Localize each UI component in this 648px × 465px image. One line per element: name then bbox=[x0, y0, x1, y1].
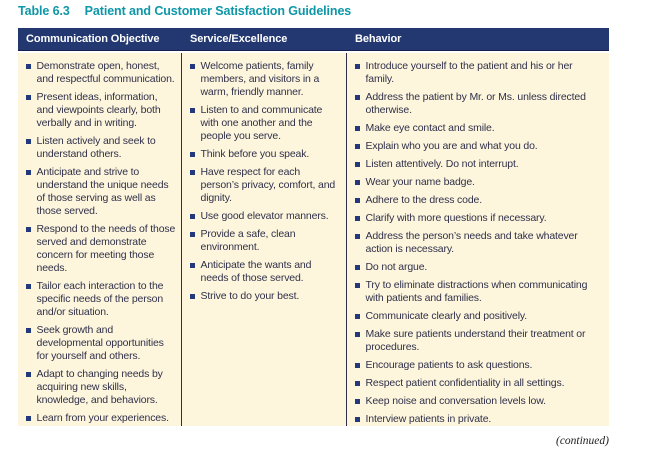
list-item bbox=[190, 104, 341, 143]
list-item bbox=[355, 359, 599, 372]
list-item bbox=[355, 140, 599, 153]
bullet-square-icon bbox=[190, 152, 195, 157]
bullet-square-icon bbox=[355, 314, 360, 319]
list-item-text: Welcome patients, family members, and visitors in a warm, friendly manner. bbox=[200, 60, 320, 98]
list-item-text: Respond to the needs of those served and demonstrate concern for meeting those needs. bbox=[36, 223, 176, 274]
column-header-service-excellence: Service/Excellence bbox=[190, 33, 288, 45]
list-item bbox=[190, 148, 341, 161]
bullet-square-icon bbox=[26, 416, 31, 421]
bullet-list bbox=[355, 60, 599, 426]
table-body bbox=[18, 53, 609, 426]
bullet-square-icon bbox=[190, 64, 195, 69]
table-title bbox=[18, 4, 351, 18]
bullet-square-icon bbox=[355, 162, 360, 167]
list-item-text: Address the patient by Mr. or Ms. unless directed otherwise. bbox=[365, 91, 586, 116]
list-item-text: Respect patient confidentiality in all settings. bbox=[365, 377, 565, 389]
column-service-excellence bbox=[182, 53, 347, 426]
column-header-communication-objective: Communication Objective bbox=[26, 33, 160, 45]
bullet-square-icon bbox=[190, 214, 195, 219]
list-item bbox=[26, 91, 176, 130]
bullet-square-icon bbox=[355, 126, 360, 131]
list-item-text: Demonstrate open, honest, and respectful communication. bbox=[36, 60, 175, 85]
list-item bbox=[355, 377, 599, 390]
list-item-text: Wear your name badge. bbox=[365, 176, 475, 188]
list-item-text: Introduce yourself to the patient and his or her family. bbox=[365, 60, 573, 85]
list-item-text: Use good elevator manners. bbox=[200, 210, 329, 222]
bullet-square-icon bbox=[190, 294, 195, 299]
bullet-list bbox=[190, 60, 341, 303]
list-item-text: Do not argue. bbox=[365, 261, 428, 273]
list-item bbox=[190, 166, 341, 205]
list-item bbox=[355, 328, 599, 354]
list-item-text: Present ideas, information, and viewpoints clearly, both verbally and in writing. bbox=[36, 91, 161, 129]
bullet-square-icon bbox=[26, 227, 31, 232]
list-item bbox=[26, 280, 176, 319]
list-item bbox=[26, 135, 176, 161]
list-item bbox=[355, 194, 599, 207]
list-item bbox=[355, 60, 599, 86]
bullet-square-icon bbox=[355, 265, 360, 270]
column-header-behavior: Behavior bbox=[355, 33, 402, 45]
bullet-square-icon bbox=[355, 417, 360, 422]
list-item-text: Think before you speak. bbox=[200, 148, 310, 160]
list-item bbox=[355, 230, 599, 256]
guidelines-table bbox=[18, 28, 609, 426]
table-title-text: Patient and Customer Satisfaction Guidelines bbox=[84, 4, 352, 18]
list-item bbox=[190, 210, 341, 223]
list-item bbox=[190, 290, 341, 303]
list-item-text: Listen attentively. Do not interrupt. bbox=[365, 158, 519, 170]
list-item-text: Explain who you are and what you do. bbox=[365, 140, 538, 152]
list-item bbox=[26, 223, 176, 275]
list-item bbox=[355, 413, 599, 426]
bullet-square-icon bbox=[190, 263, 195, 268]
list-item bbox=[355, 212, 599, 225]
bullet-square-icon bbox=[355, 283, 360, 288]
bullet-square-icon bbox=[26, 95, 31, 100]
bullet-square-icon bbox=[355, 198, 360, 203]
bullet-square-icon bbox=[355, 381, 360, 386]
table-number: Table 6.3 bbox=[18, 4, 70, 18]
list-item-text: Listen actively and seek to understand others. bbox=[36, 135, 156, 160]
list-item-text: Keep noise and conversation levels low. bbox=[365, 395, 546, 407]
list-item-text: Adapt to changing needs by acquiring new skills, knowledge, and behaviors. bbox=[36, 368, 163, 406]
list-item bbox=[26, 324, 176, 363]
bullet-square-icon bbox=[355, 332, 360, 337]
list-item-text: Address the person’s needs and take whatever action is necessary. bbox=[365, 230, 578, 255]
list-item-text: Clarify with more questions if necessary. bbox=[365, 212, 547, 224]
list-item-text: Anticipate the wants and needs of those served. bbox=[200, 259, 312, 284]
list-item bbox=[26, 368, 176, 407]
bullet-square-icon bbox=[190, 170, 195, 175]
list-item-text: Seek growth and developmental opportunities for yourself and others. bbox=[36, 324, 164, 362]
list-item-text: Anticipate and strive to understand the unique needs of those serving as well as those served. bbox=[36, 166, 169, 217]
bullet-list bbox=[26, 60, 176, 425]
list-item bbox=[355, 122, 599, 135]
list-item-text: Try to eliminate distractions when communicating with patients and families. bbox=[365, 279, 588, 304]
bullet-square-icon bbox=[190, 232, 195, 237]
list-item-text: Make sure patients understand their treatment or procedures. bbox=[365, 328, 586, 353]
list-item bbox=[355, 158, 599, 171]
list-item bbox=[190, 60, 341, 99]
list-item-text: Make eye contact and smile. bbox=[365, 122, 495, 134]
list-item-text: Interview patients in private. bbox=[365, 413, 492, 425]
bullet-square-icon bbox=[355, 64, 360, 69]
list-item-text: Strive to do your best. bbox=[200, 290, 300, 302]
bullet-square-icon bbox=[26, 64, 31, 69]
bullet-square-icon bbox=[26, 372, 31, 377]
bullet-square-icon bbox=[355, 399, 360, 404]
list-item-text: Learn from your experiences. bbox=[36, 412, 169, 424]
list-item bbox=[355, 176, 599, 189]
list-item bbox=[355, 91, 599, 117]
column-behavior bbox=[347, 53, 609, 426]
column-communication-objective bbox=[18, 53, 182, 426]
list-item bbox=[355, 261, 599, 274]
list-item-text: Communicate clearly and positively. bbox=[365, 310, 527, 322]
bullet-square-icon bbox=[26, 284, 31, 289]
bullet-square-icon bbox=[26, 139, 31, 144]
bullet-square-icon bbox=[355, 234, 360, 239]
list-item bbox=[26, 60, 176, 86]
list-item-text: Listen to and communicate with one another and the people you serve. bbox=[200, 104, 323, 142]
list-item bbox=[26, 412, 176, 425]
list-item bbox=[26, 166, 176, 218]
list-item-text: Encourage patients to ask questions. bbox=[365, 359, 533, 371]
list-item-text: Have respect for each person’s privacy, comfort, and dignity. bbox=[200, 166, 336, 204]
table-header-row bbox=[18, 28, 609, 51]
list-item bbox=[355, 395, 599, 408]
list-item bbox=[355, 310, 599, 323]
bullet-square-icon bbox=[26, 328, 31, 333]
list-item bbox=[190, 259, 341, 285]
bullet-square-icon bbox=[355, 180, 360, 185]
bullet-square-icon bbox=[355, 216, 360, 221]
bullet-square-icon bbox=[26, 170, 31, 175]
list-item-text: Tailor each interaction to the specific needs of the person and/or situation. bbox=[36, 280, 164, 318]
list-item-text: Provide a safe, clean environment. bbox=[200, 228, 296, 253]
continued-note: (continued) bbox=[555, 435, 609, 447]
bullet-square-icon bbox=[355, 144, 360, 149]
bullet-square-icon bbox=[355, 363, 360, 368]
bullet-square-icon bbox=[355, 95, 360, 100]
list-item bbox=[190, 228, 341, 254]
bullet-square-icon bbox=[190, 108, 195, 113]
list-item-text: Adhere to the dress code. bbox=[365, 194, 482, 206]
list-item bbox=[355, 279, 599, 305]
